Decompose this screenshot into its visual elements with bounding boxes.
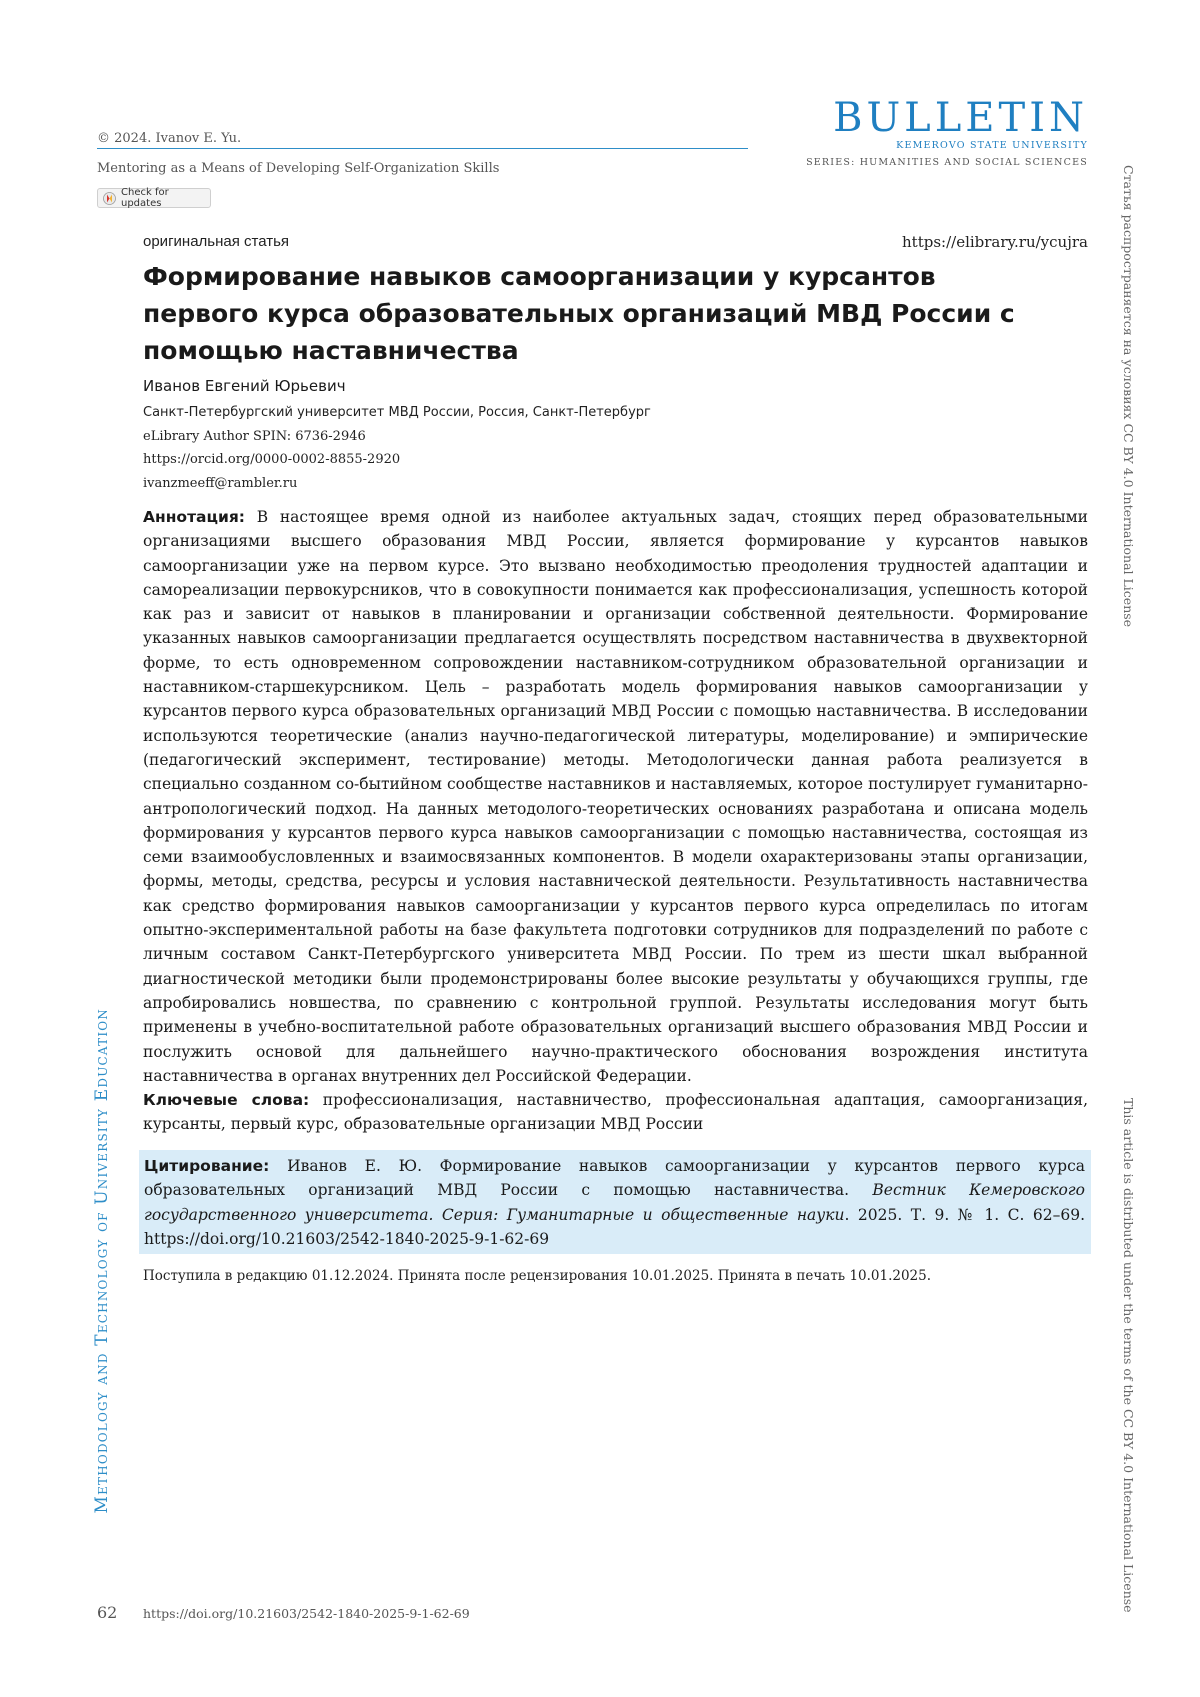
abstract-text: В настоящее время одной из наиболее актуальных задач, стоящих перед образовательными организациями высшего образования МВД России, является формирование у курсантов навыков самоорганизации уже на первом курсе. Это вызвано необходимостью преодоления трудностей адаптации и самореализации первокурсников, что в совокупности понимается как профессионализация, успешность которой как раз и зависит от навыков в планировании и организации собственной деятельности. Формирование указанных навыков самоорганизации предлагается осуществлять посредством наставничества в двухвекторной форме, то есть одновременном сопровождении наставником-сотрудником образовательной организации и наставником-старшекурсником. Цель – разработать модель формирования навыков самоорганизации у курсантов первого курса образовательных организаций МВД России с помощью наставничества. В исследовании используются теоретические (анализ научно-педагогической литературы, моделирование) и эмпирические (педагогический эксперимент, тестирование) методы. Методологически данная работа реализуется в специально созданном со-бытийном сообществе наставников и наставляемых, которое постулирует гуманитарно-антропологический подход. На данных методолого-теоретических основаниях разработана и описана модель формирования у курсантов первого курса навыков самоорганизации с помощью наставничества, состоящая из семи взаимообусловленных и взаимосвязанных компонентов. В модели охарактеризованы этапы организации, формы, методы, средства, ресурсы и условия наставнической деятельности. Результативность наставничества как средство формирования навыков самоорганизации у курсантов первого курса определилась по итогам опытно-экспериментальной работы на базе факультета подготовки сотрудников для подразделений по работе с личным составом Санкт-Петербургского университета МВД России. По трем из шести шкал выбранной диагностической методики были продемонстрированы более высокие результаты у обучающихся группы, где апробировались новшества, по сравнению с контрольной группой. Результаты исследования могут быть применены в учебно-воспитательной работе образовательных организаций высшего образования МВД России и послужить основой для дальнейшего научно-практического обоснования возрождения института наставничества в органах внутренних дел Российской Федерации. [143,508,1088,1085]
article-type: оригинальная статья [143,233,290,250]
author-spin: eLibrary Author SPIN: 6736-2946 [143,429,366,444]
running-title: Mentoring as a Means of Developing Self-Organization Skills [97,161,500,176]
article-url-link[interactable]: https://elibrary.ru/ycujra [902,233,1088,251]
crossmark-icon [103,192,116,205]
citation-text-1: Иванов Е. Ю. Формирование навыков самоорганизации у курсантов первого курса образовательных организаций МВД России с помощью наставничества. [144,1157,1085,1200]
citation-box [139,1150,1091,1254]
footer-doi-link[interactable]: https://doi.org/10.21603/2542-1840-2025-9-1-62-69 [143,1606,470,1621]
page-number: 62 [97,1603,118,1622]
citation-journal: Вестник Кемеровского государственного университета. Серия: Гуманитарные и общественные науки [144,1181,1085,1224]
author-email-link[interactable]: ivanzmeeff@rambler.ru [143,476,298,491]
section-heading-vertical: Methodology and Technology of University Education [92,1008,112,1514]
article-title: Формирование навыков самоорганизации у курсантов первого курса образовательных организаций МВД России с помощью наставничества [143,262,1015,365]
journal-series: SERIES: HUMANITIES AND SOCIAL SCIENCES [806,157,1088,168]
license-note-russian: Статья распространяется на условиях CC BY 4.0 International License [1121,165,1136,628]
citation-label: Цитирование: [144,1157,270,1175]
license-note-english: This article is distributed under the terms of the CC BY 4.0 International License [1121,1098,1136,1613]
author-name: Иванов Евгений Юрьевич [143,377,346,395]
copyright-line: © 2024. Ivanov E. Yu. [97,131,242,146]
journal-university: KEMEROVO STATE UNIVERSITY [896,140,1088,151]
citation-text-2: . 2025. Т. 9. № 1. С. 62–69. https://doi.org/10.21603/2542-1840-2025-9-1-62-69 [144,1205,1085,1248]
author-affiliation: Санкт-Петербургский университет МВД России, Россия, Санкт-Петербург [143,405,651,420]
check-for-updates-label: Check for updates [121,187,169,209]
keywords-label: Ключевые слова: [143,1091,310,1110]
journal-logo-word: BULLETIN [833,95,1088,141]
abstract-block [143,505,1088,1137]
header-rule [97,148,748,149]
check-for-updates-button[interactable] [97,188,211,208]
abstract-label: Аннотация: [143,508,246,526]
received-dates: Поступила в редакцию 01.12.2024. Принята после рецензирования 10.01.2025. Принята в печать 10.01.2025. [143,1268,932,1284]
keywords-text: профессионализация, наставничество, профессиональная адаптация, самоорганизация, курсанты, первый курс, образовательные организации МВД России [143,1091,1088,1134]
author-orcid-link[interactable]: https://orcid.org/0000-0002-8855-2920 [143,452,401,467]
